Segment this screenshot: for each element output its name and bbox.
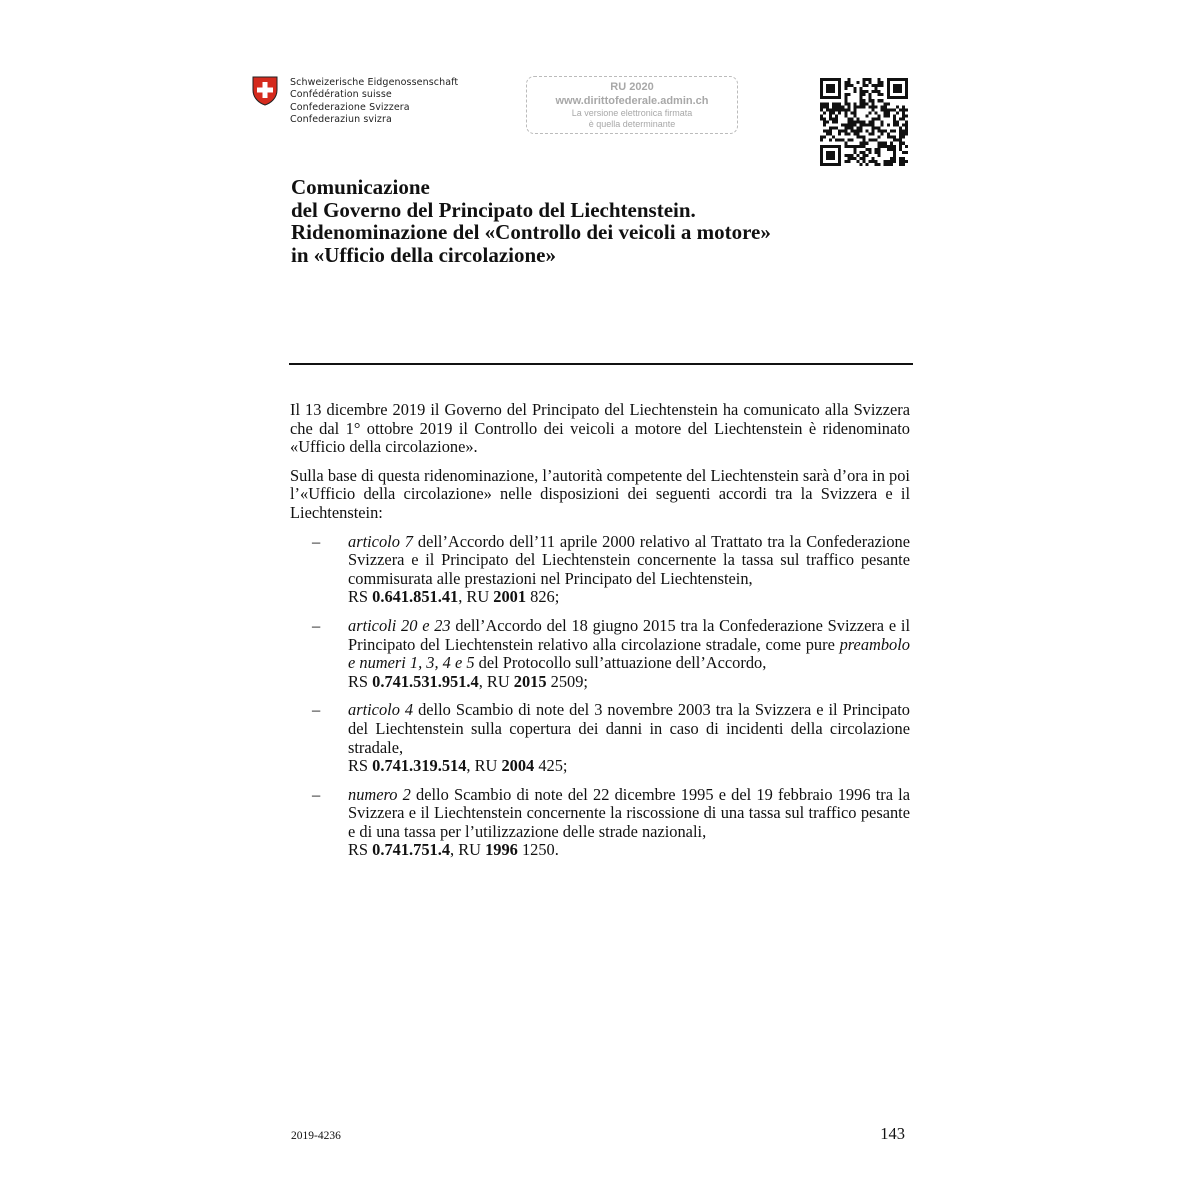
paragraph-intro: Il 13 dicembre 2019 il Governo del Principato del Liechtenstein ha comunicato alla Svizzera che dal 1° ottobre 2019 il Controllo dei veicoli a motore del Liechtenstein è ridenominato «Ufficio della circolazione». — [290, 400, 910, 457]
citation: RS 0.741.319.514, RU 2004 425; — [348, 756, 568, 776]
org-line-de: Schweizerische Eidgenossenschaft — [290, 77, 459, 88]
list-item — [290, 533, 910, 607]
title-line: Comunicazione — [291, 175, 430, 199]
article-ref: articolo 7 — [348, 531, 413, 551]
title-divider — [289, 363, 913, 365]
ru-year: 1996 — [485, 840, 518, 860]
list-dash: – — [312, 615, 321, 635]
item-text: dell’Accordo del 18 giugno 2015 tra la Confederazione Svizzera e il Principato del Liechtenstein relativo alla circolazione stradale, come pure — [348, 615, 910, 654]
citation: RS 0.741.531.951.4, RU 2015 2509; — [348, 671, 588, 691]
title-line: in «Ufficio della circolazione» — [291, 242, 556, 267]
article-ref: numero 2 — [348, 784, 411, 804]
rs-number: 0.741.531.951.4 — [372, 671, 479, 691]
article-ref: articolo 4 — [348, 700, 414, 720]
article-ref: preambolo e numeri 1, 3, 4 e 5 — [348, 634, 910, 673]
paragraph-agreements: Sulla base di questa ridenominazione, l’autorità competente del Liechtenstein sarà d’ora in poi l’«Ufficio della circolazione» nelle disposizioni dei seguenti accordi tra la Svizzera e il Liechtenstein: — [290, 465, 910, 522]
list-item — [290, 617, 910, 691]
org-line-fr: Confédération suisse — [290, 89, 392, 101]
qr-code-icon — [820, 78, 908, 166]
ru-year: 2015 — [513, 671, 547, 691]
rs-number: 0.641.851.41 — [372, 587, 459, 607]
federal-administration-label — [290, 77, 458, 126]
citation: RS 0.741.751.4, RU 1996 1250. — [348, 840, 559, 860]
document-body — [290, 401, 910, 870]
list-dash: – — [312, 700, 321, 720]
official-publication-stamp — [526, 76, 738, 134]
document-title — [291, 176, 911, 266]
title-line: Ridenominazione del «Controllo dei veicoli a motore» — [291, 220, 771, 244]
org-line-rm: Confederaziun svizra — [290, 113, 392, 125]
item-text: dell’Accordo dell’11 aprile 2000 relativo al Trattato tra la Confederazione Svizzera e il Principato del Liechtenstein concernente la tassa sul traffico pesante commisurata alle prestazioni nel Principato del Liechtenstein, — [348, 531, 910, 588]
document-number: 2019-4236 — [291, 1130, 341, 1142]
list-dash: – — [312, 531, 321, 551]
item-text: dello Scambio di note del 3 novembre 2003 tra la Svizzera e il Principato del Liechtenstein sulla copertura dei danni in caso di incidenti della circolazione stradale, — [348, 700, 910, 757]
rs-number: 0.741.319.514 — [372, 756, 467, 776]
item-text: del Protocollo sull’attuazione dell’Accordo, — [474, 653, 767, 673]
stamp-note-1: La versione elettronica firmata — [571, 108, 693, 118]
item-text: dello Scambio di note del 22 dicembre 1995 e del 19 febbraio 1996 tra la Svizzera e il Liechtenstein concernente la riscossione di una tassa sul traffico pesante e di una tassa per l’utilizzazione delle strade nazionali, — [348, 784, 910, 841]
citation: RS 0.641.851.41, RU 2001 826; — [348, 587, 560, 607]
stamp-note-2: è quella determinante — [588, 119, 676, 129]
title-line: del Governo del Principato del Liechtenstein. — [291, 197, 696, 222]
agreements-list — [290, 533, 910, 861]
list-item — [290, 786, 910, 860]
org-line-it: Confederazione Svizzera — [290, 101, 410, 113]
swiss-coat-of-arms-icon — [252, 76, 278, 106]
list-dash: – — [312, 784, 321, 804]
stamp-url[interactable]: www.dirittofederale.admin.ch — [555, 95, 709, 107]
article-ref: articoli 20 e 23 — [348, 615, 451, 635]
ru-year: 2004 — [501, 756, 535, 776]
page-number: 143 — [880, 1124, 905, 1143]
rs-number: 0.741.751.4 — [372, 840, 451, 860]
ru-year: 2001 — [493, 587, 527, 607]
stamp-ru-year: RU 2020 — [610, 81, 654, 93]
list-item — [290, 701, 910, 775]
